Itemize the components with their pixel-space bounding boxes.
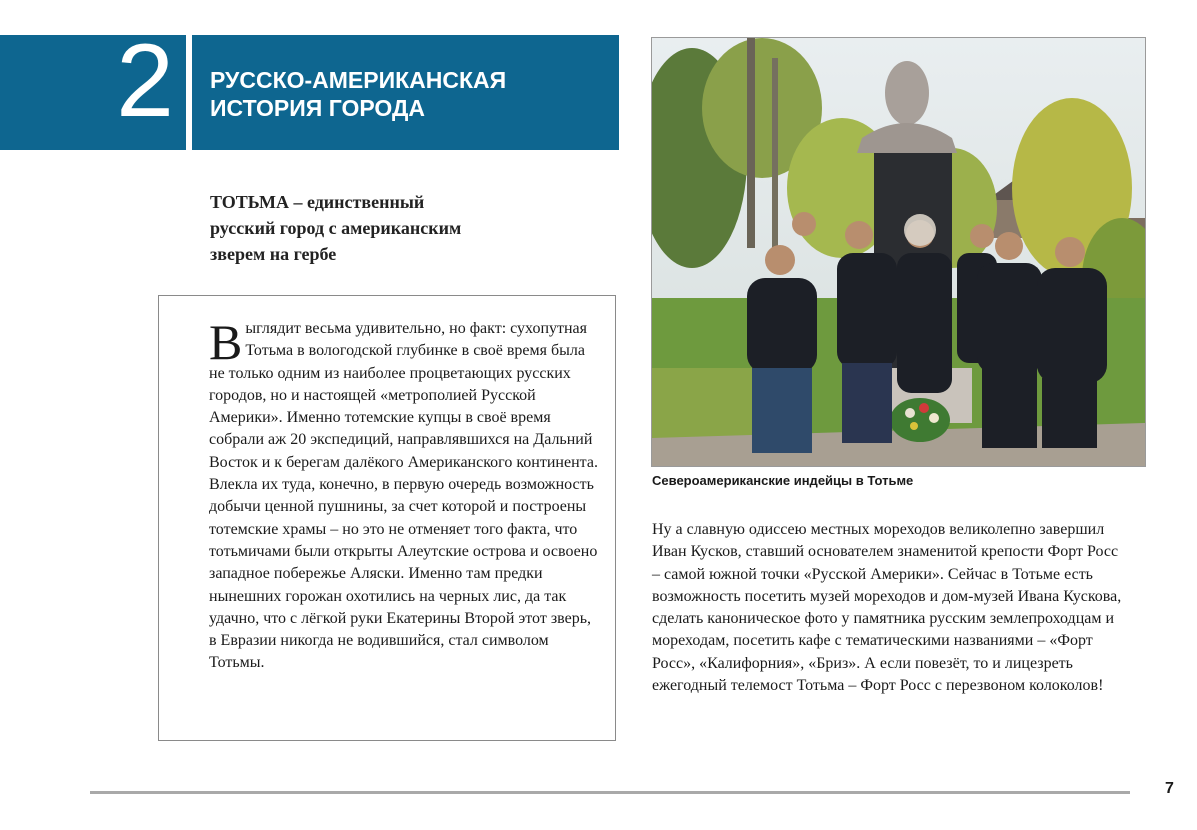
boxed-paragraph-text: ыглядит весьма удивительно, но факт: сухопутная Тотьма в вологодской глубинке в своё время была не только одним из наиболее процветающих русских городов, но и настоящей «метрополией Русской Америки». Именно тотемские купцы в своё время собрали аж 20 экспедиций, направлявшихся на Дальний Восток и к берегам далёкого Американского континента. Влекла их туда, конечно, в первую очередь возможность добычи ценной пушнины, за счет которой и построены тотемские храмы – но это не отменяет того факта, что тотьмичами были открыты Алеутские острова и освоено западное побережье Аляски. Именно там предки нынешних горожан охотились на черных лис, да так удачно, что с лёгкой руки Екатерины Второй этот зверь, в Евразии никогда не водившийся, стал символом Тотьмы.: [209, 320, 598, 672]
chapter-title: РУССКО-АМЕРИКАНСКАЯ ИСТОРИЯ ГОРОДА: [210, 67, 507, 121]
chapter-number-block: [0, 23, 186, 150]
footer-rule: [90, 791, 1130, 794]
chapter-number: 2: [116, 23, 174, 139]
photo-illustration: [652, 38, 1145, 466]
boxed-text-frame: [158, 295, 616, 741]
chapter-title-block: [192, 35, 619, 150]
photo-monument-group: [651, 37, 1146, 467]
drop-cap: В: [209, 314, 243, 370]
section-subtitle: ТОТЬМА – единственный русский город с американским зверем на гербе: [210, 192, 462, 264]
boxed-paragraph: [209, 314, 601, 675]
right-column-paragraph: Ну а славную одиссею местных мореходов великолепно завершил Иван Кусков, ставший основателем знаменитой крепости Форт Росс – самой южной точки «Русской Америки». Сейчас в Тотьме есть возможность посетить музей мореходов и дом-музей Ивана Кускова, сделать каноническое фото у памятника русским землепроходцам и мореходам, посетить кафе с тематическими названиями – «Форт Росс», «Калифорния», «Бриз». А если повезёт, то и лицезреть ежегодный телемост Тотьма – Форт Росс с перезвоном колоколов!: [652, 521, 1122, 695]
page-number: 7: [1165, 780, 1174, 797]
photo-caption: Североамериканские индейцы в Тотьме: [652, 473, 914, 488]
